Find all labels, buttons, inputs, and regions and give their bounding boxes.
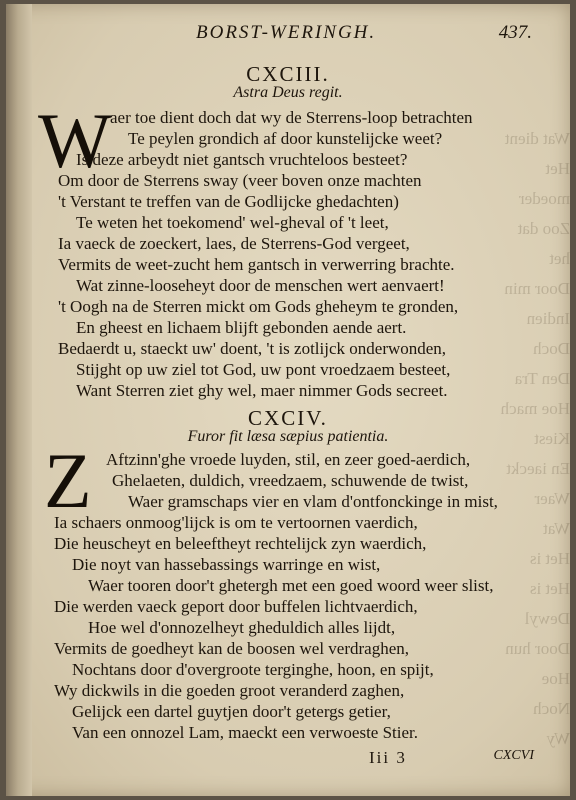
book-page: [6, 4, 570, 796]
poem-2-line: Die werden vaeck geport door buffelen lichtvaerdich,: [54, 597, 418, 616]
poem-2-line: Ia schaers onmoog'lijck is om te vertoornen vaerdich,: [54, 513, 418, 532]
poem-2-line: Gelijck een dartel guytjen door't getergs getier,: [72, 702, 391, 721]
poem-1-initial: W: [38, 97, 112, 184]
poem-1-line: aer toe dient doch dat wy de Sterrens-loop betrachten: [110, 108, 473, 127]
catchword: CXCVI: [493, 748, 534, 763]
show-through-text: Wat dient Het moeder Zoo dat het Door min Indien Doch Den Tra Hoe mach Kiest En iaeckt Waer Wat Het is Het is Dewyl Door hun Hoe Noch Wy: [500, 129, 570, 748]
poem-2-initial: Z: [44, 437, 92, 524]
page-number: 437.: [498, 22, 532, 43]
page-header: [6, 22, 570, 50]
poem-2-line: Van een onnozel Lam, maeckt een verwoeste Stier.: [72, 723, 419, 742]
poem-1-line: Want Sterren ziet ghy wel, maer nimmer Gods secreet.: [76, 381, 448, 400]
poem-2-line: Ghelaeten, duldich, vreedzaem, schuwende de twist,: [112, 471, 469, 490]
poem-2-line: Vermits de goedheyt kan de boosen wel verdraghen,: [54, 639, 409, 658]
poem-1-line: En gheest en lichaem blijft gebonden aende aert.: [76, 318, 407, 337]
poem-1-line: Om door de Sterrens sway (veer boven onze machten: [58, 171, 422, 190]
poem-2-line: Die heuscheyt en beleeftheyt rechtelijck zyn waerdich,: [54, 534, 427, 553]
poem-1-line: Is deze arbeydt niet gantsch vruchteloos besteet?: [76, 150, 408, 169]
poem-1-motto: Astra Deus regit.: [233, 84, 343, 101]
poem-2-line: Nochtans door d'overgroote terginghe, hoon, en spijt,: [72, 660, 434, 679]
poem-1-line: Ia vaeck de zoeckert, laes, de Sterrens-God vergeet,: [58, 234, 410, 253]
poem-2-line: Hoe wel d'onnozelheyt gheduldich alles lijdt,: [88, 618, 396, 637]
poem-2-number: CXCIV.: [248, 406, 328, 430]
poem-2-line: Waer tooren door't ghetergh met een goed woord weer slist,: [88, 576, 494, 595]
poem-1-line: Bedaerdt u, staeckt uw' doent, 't is zotlijck onderwonden,: [58, 339, 447, 358]
poem-2-line: Die noyt van hassebassings warringe en wist,: [72, 555, 381, 574]
poem-1-line: 't Verstant te treffen van de Godlijcke ghedachten): [58, 192, 399, 211]
poem-2-motto: Furor fit læsa sæpius patientia.: [187, 428, 389, 445]
poem-1-line: Te weten het toekomend' wel-gheval of 't leet,: [76, 213, 389, 232]
poem-1-line: 't Oogh na de Sterren mickt om Gods gheheym te gronden,: [58, 297, 459, 316]
gathering-signature: Iii 3: [369, 748, 407, 767]
poem-1-number: CXCIII.: [246, 62, 330, 86]
page-gutter: [6, 4, 32, 796]
poem-1-line: Stijght op uw ziel tot God, uw pont vroedzaem besteet,: [76, 360, 451, 379]
poem-2-line: Aftzinn'ghe vroede luyden, stil, en zeer goed-aerdich,: [106, 450, 471, 469]
poem-2-line: Wy dickwils in die goeden groot veranderd zaghen,: [54, 681, 405, 700]
running-head: BORST-WERINGH.: [196, 22, 377, 43]
poem-1-line: Wat zinne-looseheyt door de menschen wert aenvaert!: [76, 276, 445, 295]
poem-2-line: Waer gramschaps vier en vlam d'ontfonckinge in mist,: [128, 492, 498, 511]
poem-1-line: Te peylen grondich af door kunstelijcke weet?: [128, 129, 443, 148]
poem-1-line: Vermits de weet-zucht hem gantsch in verwerring brachte.: [58, 255, 455, 274]
